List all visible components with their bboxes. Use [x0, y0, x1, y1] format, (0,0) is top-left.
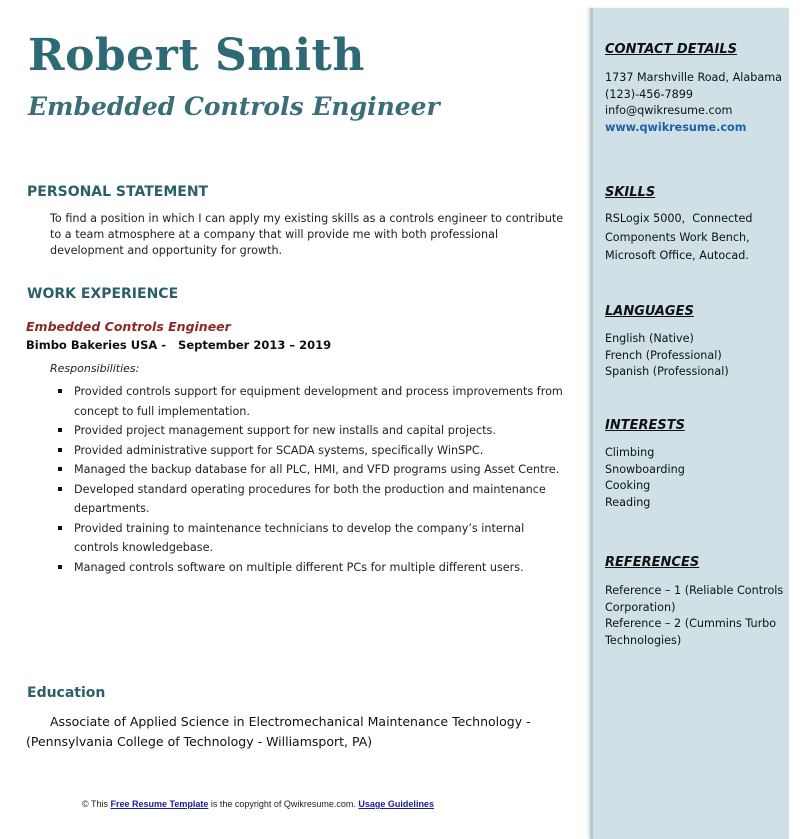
list-item: Microsoft Office, Autocad.: [605, 249, 749, 262]
job-title: Embedded Controls Engineer: [26, 319, 231, 334]
list-item: Corporation): [605, 600, 676, 614]
list-item: Provided project management support for new installs and capital projects.: [58, 421, 563, 441]
contact-address: 1737 Marshville Road, Alabama: [605, 71, 782, 84]
bullet-icon: [58, 487, 62, 491]
candidate-title: Embedded Controls Engineer: [28, 92, 440, 121]
interests-heading: INTERESTS: [605, 418, 685, 433]
list-item: Climbing: [605, 446, 655, 459]
footer-copyright: © This Free Resume Template is the copyright of Qwikresume.com. Usage Guidelines: [82, 799, 434, 809]
list-item: Spanish (Professional): [605, 365, 729, 378]
contact-email[interactable]: info@qwikresume.com: [605, 104, 733, 117]
list-item: Managed the backup database for all PLC, HMI, and VFD programs using Asset Centre.: [58, 460, 563, 480]
list-item: RSLogix 5000, Connected: [605, 212, 753, 225]
personal-statement-text: To find a position in which I can apply my existing skills as a controls engineer to contribute to a team atmosphere at a company that will provide me with both professional development and opportunity for growth.: [50, 212, 564, 257]
candidate-name: Robert Smith: [28, 30, 365, 81]
responsibilities-list: [58, 382, 563, 577]
references-list: [605, 583, 785, 649]
list-item: French (Professional): [605, 348, 722, 362]
bullet-icon: [58, 428, 62, 432]
usage-guidelines-link[interactable]: Usage Guidelines: [358, 799, 434, 809]
contact-phone: (123)-456-7899: [605, 87, 693, 101]
list-item: Components Work Bench,: [605, 230, 750, 244]
list-item: Provided administrative support for SCADA systems, specifically WinSPC.: [58, 441, 563, 461]
bullet-icon: [58, 448, 62, 452]
bullet-icon: [58, 389, 62, 393]
skills-list: [605, 210, 785, 266]
list-item: Reference – 2 (Cummins Turbo: [605, 617, 777, 630]
contact-details-heading: CONTACT DETAILS: [605, 42, 737, 57]
job-company-dates: Bimbo Bakeries USA - September 2013 – 2019: [26, 338, 332, 352]
list-item: Reference – 1 (Reliable Controls: [605, 584, 784, 597]
list-item: Developed standard operating procedures for both the production and maintenance departments.: [58, 480, 563, 519]
list-item: English (Native): [605, 332, 694, 345]
responsibilities-label: Responsibilities:: [50, 362, 140, 375]
bullet-icon: [58, 467, 62, 471]
list-item: Managed controls software on multiple different PCs for multiple different users.: [58, 558, 563, 578]
education-text: Associate of Applied Science in Electromechanical Maintenance Technology - (Pennsylvania College of Technology - Williamsport, PA): [26, 714, 531, 749]
personal-statement-heading: PERSONAL STATEMENT: [27, 184, 209, 200]
languages-list: [605, 331, 785, 381]
education-heading: Education: [27, 685, 106, 701]
list-item: Cooking: [605, 479, 651, 492]
list-item: Snowboarding: [605, 462, 685, 476]
list-item: Technologies): [605, 633, 682, 647]
contact-website[interactable]: www.qwikresume.com: [605, 120, 747, 134]
free-resume-template-link[interactable]: Free Resume Template: [110, 799, 209, 809]
list-item: Reading: [605, 495, 651, 509]
skills-heading: SKILLS: [605, 185, 656, 200]
list-item: Provided controls support for equipment development and process improvements from concept to full implementation.: [58, 382, 563, 421]
references-heading: REFERENCES: [605, 555, 700, 570]
resume-sidebar: [590, 8, 789, 839]
interests-list: [605, 445, 785, 511]
list-item: Provided training to maintenance technicians to develop the company’s internal controls knowledgebase.: [58, 519, 563, 558]
languages-heading: LANGUAGES: [605, 304, 694, 319]
work-experience-heading: WORK EXPERIENCE: [27, 286, 179, 302]
bullet-icon: [58, 526, 62, 530]
contact-list: [605, 70, 785, 136]
bullet-icon: [58, 565, 62, 569]
